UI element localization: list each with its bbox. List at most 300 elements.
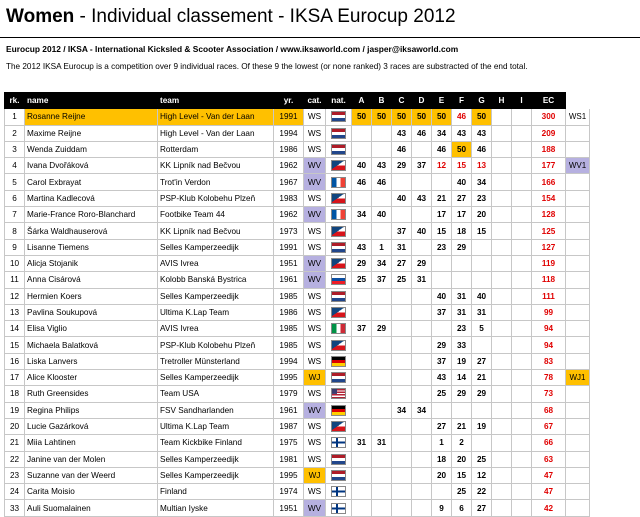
ec-total-cell: 94 [532, 321, 566, 337]
race-score-i [512, 239, 532, 255]
race-score-d: 34 [412, 402, 432, 418]
category-cell: WV [304, 174, 326, 190]
race-score-d [412, 141, 432, 157]
race-score-b [372, 370, 392, 386]
race-score-h [492, 288, 512, 304]
name-cell: Pavlina Soukupová [25, 304, 158, 320]
name-cell: Ivana Dvořáková [25, 158, 158, 174]
flag-icon [331, 486, 346, 497]
year-cell: 1981 [274, 451, 304, 467]
race-score-a: 25 [352, 272, 372, 288]
race-score-a [352, 418, 372, 434]
rank-cell: 11 [5, 272, 25, 288]
class-rank-cell [566, 500, 590, 516]
category-cell: WS [304, 190, 326, 206]
race-score-b [372, 500, 392, 516]
name-cell: Hermien Koers [25, 288, 158, 304]
race-score-i [512, 207, 532, 223]
col-b: B [372, 93, 392, 109]
name-cell: Carol Exbrayat [25, 174, 158, 190]
flag-icon [331, 193, 346, 204]
year-cell: 1961 [274, 402, 304, 418]
name-cell: Suzanne van der Weerd [25, 467, 158, 483]
flag-icon [331, 144, 346, 155]
title-rest: - Individual classement - IKSA Eurocup 2012 [74, 6, 456, 27]
race-score-f: 46 [452, 109, 472, 125]
ec-total-cell: 188 [532, 141, 566, 157]
team-cell: High Level - Van der Laan [158, 125, 274, 141]
year-cell: 1974 [274, 484, 304, 500]
race-score-h [492, 223, 512, 239]
race-score-d [412, 484, 432, 500]
race-score-c: 29 [392, 158, 412, 174]
rank-cell: 17 [5, 370, 25, 386]
table-body [5, 109, 590, 516]
race-score-f: 14 [452, 370, 472, 386]
name-cell: Carita Moisio [25, 484, 158, 500]
race-score-d [412, 353, 432, 369]
race-score-a [352, 370, 372, 386]
race-score-g: 29 [472, 386, 492, 402]
year-cell: 1985 [274, 337, 304, 353]
race-score-h [492, 272, 512, 288]
year-cell: 1995 [274, 467, 304, 483]
race-score-g: 50 [472, 109, 492, 125]
category-cell: WS [304, 353, 326, 369]
table-row [5, 109, 590, 125]
race-score-e: 18 [432, 451, 452, 467]
race-score-d [412, 386, 432, 402]
name-cell: Anna Cisárová [25, 272, 158, 288]
class-rank-cell [566, 141, 590, 157]
race-score-i [512, 484, 532, 500]
race-score-a: 34 [352, 207, 372, 223]
race-score-c: 25 [392, 272, 412, 288]
race-score-f: 29 [452, 386, 472, 402]
race-score-g [472, 255, 492, 271]
race-score-h [492, 467, 512, 483]
class-rank-cell [566, 484, 590, 500]
race-score-f: 17 [452, 207, 472, 223]
race-score-h [492, 255, 512, 271]
race-score-d [412, 304, 432, 320]
race-score-f [452, 255, 472, 271]
race-score-h [492, 141, 512, 157]
race-score-e: 43 [432, 370, 452, 386]
race-score-d [412, 370, 432, 386]
race-score-b [372, 402, 392, 418]
race-score-g: 27 [472, 353, 492, 369]
ec-total-cell: 66 [532, 435, 566, 451]
rank-cell: 8 [5, 223, 25, 239]
race-score-b [372, 190, 392, 206]
category-cell: WS [304, 484, 326, 500]
nationality-cell [326, 141, 352, 157]
class-rank-cell [566, 304, 590, 320]
race-score-a [352, 141, 372, 157]
race-score-d [412, 451, 432, 467]
race-score-b: 43 [372, 158, 392, 174]
race-score-d: 31 [412, 272, 432, 288]
race-score-i [512, 386, 532, 402]
year-cell: 1951 [274, 255, 304, 271]
table-row [5, 500, 590, 516]
race-score-h [492, 451, 512, 467]
rank-cell: 5 [5, 174, 25, 190]
rank-cell: 7 [5, 207, 25, 223]
race-score-c: 37 [392, 223, 412, 239]
race-score-i [512, 141, 532, 157]
category-cell: WS [304, 418, 326, 434]
race-score-i [512, 255, 532, 271]
race-score-a [352, 125, 372, 141]
table-header-row [5, 93, 590, 109]
race-score-i [512, 174, 532, 190]
race-score-f: 15 [452, 467, 472, 483]
race-score-c [392, 288, 412, 304]
class-rank-cell [566, 190, 590, 206]
flag-icon [331, 177, 346, 188]
flag-icon [331, 405, 346, 416]
race-score-h [492, 370, 512, 386]
nationality-cell [326, 239, 352, 255]
year-cell: 1962 [274, 158, 304, 174]
team-cell: High Level - Van der Laan [158, 109, 274, 125]
name-cell: Wenda Zuiddam [25, 141, 158, 157]
race-score-b: 46 [372, 174, 392, 190]
race-score-g: 13 [472, 158, 492, 174]
race-score-b: 34 [372, 255, 392, 271]
race-score-i [512, 304, 532, 320]
rank-cell: 12 [5, 288, 25, 304]
race-score-a [352, 467, 372, 483]
name-cell: Auli Suomalainen [25, 500, 158, 516]
year-cell: 1991 [274, 109, 304, 125]
race-score-a [352, 386, 372, 402]
race-score-i [512, 467, 532, 483]
race-score-h [492, 304, 512, 320]
race-score-h [492, 500, 512, 516]
race-score-d [412, 337, 432, 353]
race-score-b: 31 [372, 435, 392, 451]
race-score-h [492, 190, 512, 206]
race-score-c [392, 304, 412, 320]
team-cell: Multian Iyske [158, 500, 274, 516]
team-cell: AVIS Ivrea [158, 321, 274, 337]
class-rank-cell [566, 321, 590, 337]
rank-cell: 14 [5, 321, 25, 337]
race-score-b: 37 [372, 272, 392, 288]
table-row [5, 304, 590, 320]
ec-total-cell: 68 [532, 402, 566, 418]
race-score-h [492, 353, 512, 369]
race-score-e: 37 [432, 353, 452, 369]
race-score-c: 31 [392, 239, 412, 255]
race-score-a: 37 [352, 321, 372, 337]
nationality-cell [326, 288, 352, 304]
team-cell: PSP-Klub Kolobehu Plzeň [158, 337, 274, 353]
race-score-h [492, 158, 512, 174]
race-score-h [492, 125, 512, 141]
team-cell: Team Kickbike Finland [158, 435, 274, 451]
race-score-e: 50 [432, 109, 452, 125]
race-score-c [392, 337, 412, 353]
name-cell: Alicja Stojanik [25, 255, 158, 271]
name-cell: Lisanne Tiemens [25, 239, 158, 255]
nationality-cell [326, 190, 352, 206]
name-cell: Ruth Greensides [25, 386, 158, 402]
nationality-cell [326, 484, 352, 500]
race-score-e: 25 [432, 386, 452, 402]
race-score-i [512, 337, 532, 353]
class-rank-cell [566, 207, 590, 223]
race-score-c [392, 174, 412, 190]
table-row [5, 239, 590, 255]
race-score-b: 50 [372, 109, 392, 125]
class-rank-cell [566, 451, 590, 467]
race-score-g: 15 [472, 223, 492, 239]
col-h: H [492, 93, 512, 109]
race-score-f: 50 [452, 141, 472, 157]
race-score-d [412, 500, 432, 516]
rank-cell: 16 [5, 353, 25, 369]
rank-cell: 33 [5, 500, 25, 516]
race-score-g: 25 [472, 451, 492, 467]
race-score-g: 31 [472, 304, 492, 320]
table-row [5, 207, 590, 223]
results-table [4, 92, 590, 517]
race-score-g [472, 435, 492, 451]
race-score-e: 40 [432, 288, 452, 304]
ec-total-cell: 67 [532, 418, 566, 434]
team-cell: AVIS Ivrea [158, 255, 274, 271]
race-score-b [372, 467, 392, 483]
race-score-h [492, 402, 512, 418]
race-score-a: 29 [352, 255, 372, 271]
table-row [5, 190, 590, 206]
col-a: A [352, 93, 372, 109]
name-cell: Marie-France Roro-Blanchard [25, 207, 158, 223]
race-score-c: 40 [392, 190, 412, 206]
race-score-h [492, 386, 512, 402]
flag-icon [331, 437, 346, 448]
nationality-cell [326, 207, 352, 223]
flag-icon [331, 209, 346, 220]
table-row [5, 158, 590, 174]
race-score-i [512, 288, 532, 304]
race-score-i [512, 109, 532, 125]
class-rank-cell [566, 239, 590, 255]
race-score-i [512, 125, 532, 141]
nationality-cell [326, 304, 352, 320]
team-cell: FSV Sandharlanden [158, 402, 274, 418]
team-cell: Trot'in Verdon [158, 174, 274, 190]
race-score-h [492, 207, 512, 223]
flag-icon [331, 372, 346, 383]
rank-cell: 2 [5, 125, 25, 141]
race-score-i [512, 435, 532, 451]
race-score-g [472, 272, 492, 288]
race-score-i [512, 370, 532, 386]
category-cell: WS [304, 223, 326, 239]
ec-total-cell: 63 [532, 451, 566, 467]
col-extra [566, 93, 590, 109]
race-score-b: 40 [372, 207, 392, 223]
race-score-b [372, 223, 392, 239]
race-score-g: 5 [472, 321, 492, 337]
year-cell: 1994 [274, 353, 304, 369]
race-score-b: 1 [372, 239, 392, 255]
rank-cell: 21 [5, 435, 25, 451]
col-nat: nat. [326, 93, 352, 109]
team-cell: Selles Kamperzeedijk [158, 467, 274, 483]
race-score-h [492, 337, 512, 353]
race-score-e: 29 [432, 337, 452, 353]
table-row [5, 272, 590, 288]
team-cell: Rotterdam [158, 141, 274, 157]
info-line: Eurocup 2012 / IKSA - International Kicksled & Scooter Association / www.iksaworld.com / jasper@iksaworld.com [6, 44, 459, 54]
race-score-b [372, 304, 392, 320]
race-score-h [492, 435, 512, 451]
flag-icon [331, 226, 346, 237]
flag-icon [331, 291, 346, 302]
rank-cell: 10 [5, 255, 25, 271]
table-row [5, 402, 590, 418]
table-row [5, 435, 590, 451]
category-cell: WS [304, 288, 326, 304]
class-rank-cell [566, 402, 590, 418]
race-score-a: 46 [352, 174, 372, 190]
team-cell: Finland [158, 484, 274, 500]
rank-cell: 20 [5, 418, 25, 434]
year-cell: 1961 [274, 272, 304, 288]
race-score-f: 15 [452, 158, 472, 174]
race-score-e: 15 [432, 223, 452, 239]
class-rank-cell: WV1 [566, 158, 590, 174]
ec-total-cell: 166 [532, 174, 566, 190]
class-rank-cell [566, 174, 590, 190]
name-cell: Regina Philips [25, 402, 158, 418]
race-score-g: 20 [472, 207, 492, 223]
table-row [5, 337, 590, 353]
race-score-c [392, 484, 412, 500]
race-score-i [512, 321, 532, 337]
race-score-c [392, 386, 412, 402]
team-cell: KK Lipník nad Bečvou [158, 223, 274, 239]
ec-total-cell: 177 [532, 158, 566, 174]
rank-cell: 4 [5, 158, 25, 174]
nationality-cell [326, 353, 352, 369]
race-score-b [372, 125, 392, 141]
race-score-b [372, 418, 392, 434]
race-score-i [512, 500, 532, 516]
table-row [5, 321, 590, 337]
race-score-e: 17 [432, 207, 452, 223]
year-cell: 1975 [274, 435, 304, 451]
race-score-g [472, 239, 492, 255]
race-score-h [492, 109, 512, 125]
race-score-a: 40 [352, 158, 372, 174]
race-score-f: 23 [452, 321, 472, 337]
race-score-a [352, 451, 372, 467]
name-cell: Miia Lahtinen [25, 435, 158, 451]
race-score-i [512, 190, 532, 206]
ec-total-cell: 125 [532, 223, 566, 239]
nationality-cell [326, 500, 352, 516]
table-row [5, 223, 590, 239]
nationality-cell [326, 125, 352, 141]
flag-icon [331, 274, 346, 285]
race-score-c [392, 370, 412, 386]
race-score-b [372, 141, 392, 157]
year-cell: 1962 [274, 207, 304, 223]
ec-total-cell: 78 [532, 370, 566, 386]
year-cell: 1986 [274, 304, 304, 320]
year-cell: 1973 [274, 223, 304, 239]
team-cell: Selles Kamperzeedijk [158, 288, 274, 304]
category-cell: WV [304, 207, 326, 223]
class-rank-cell [566, 288, 590, 304]
nationality-cell [326, 255, 352, 271]
table-row [5, 386, 590, 402]
team-cell: Ultima K.Lap Team [158, 304, 274, 320]
race-score-b [372, 484, 392, 500]
race-score-a: 43 [352, 239, 372, 255]
nationality-cell [326, 321, 352, 337]
race-score-g: 27 [472, 500, 492, 516]
category-cell: WS [304, 239, 326, 255]
table-row [5, 370, 590, 386]
race-score-g: 40 [472, 288, 492, 304]
race-score-b [372, 386, 392, 402]
race-score-f: 21 [452, 418, 472, 434]
ec-total-cell: 111 [532, 288, 566, 304]
rank-cell: 15 [5, 337, 25, 353]
class-rank-cell [566, 337, 590, 353]
flag-icon [331, 128, 346, 139]
race-score-g [472, 337, 492, 353]
race-score-c [392, 207, 412, 223]
race-score-i [512, 451, 532, 467]
name-cell: Liska Lanvers [25, 353, 158, 369]
category-cell: WV [304, 500, 326, 516]
race-score-d: 40 [412, 223, 432, 239]
ec-total-cell: 47 [532, 484, 566, 500]
rank-cell: 18 [5, 386, 25, 402]
race-score-h [492, 239, 512, 255]
flag-icon [331, 388, 346, 399]
race-score-g: 43 [472, 125, 492, 141]
race-score-c: 46 [392, 141, 412, 157]
year-cell: 1951 [274, 500, 304, 516]
race-score-c [392, 467, 412, 483]
race-score-a [352, 304, 372, 320]
team-cell: Team USA [158, 386, 274, 402]
rank-cell: 19 [5, 402, 25, 418]
category-cell: WV [304, 402, 326, 418]
race-score-a [352, 288, 372, 304]
race-score-d [412, 467, 432, 483]
year-cell: 1985 [274, 321, 304, 337]
rank-cell: 9 [5, 239, 25, 255]
race-score-b [372, 337, 392, 353]
race-score-e [432, 272, 452, 288]
race-score-b [372, 353, 392, 369]
race-score-c [392, 451, 412, 467]
year-cell: 1967 [274, 174, 304, 190]
team-cell: PSP-Klub Kolobehu Plzeň [158, 190, 274, 206]
ec-total-cell: 94 [532, 337, 566, 353]
